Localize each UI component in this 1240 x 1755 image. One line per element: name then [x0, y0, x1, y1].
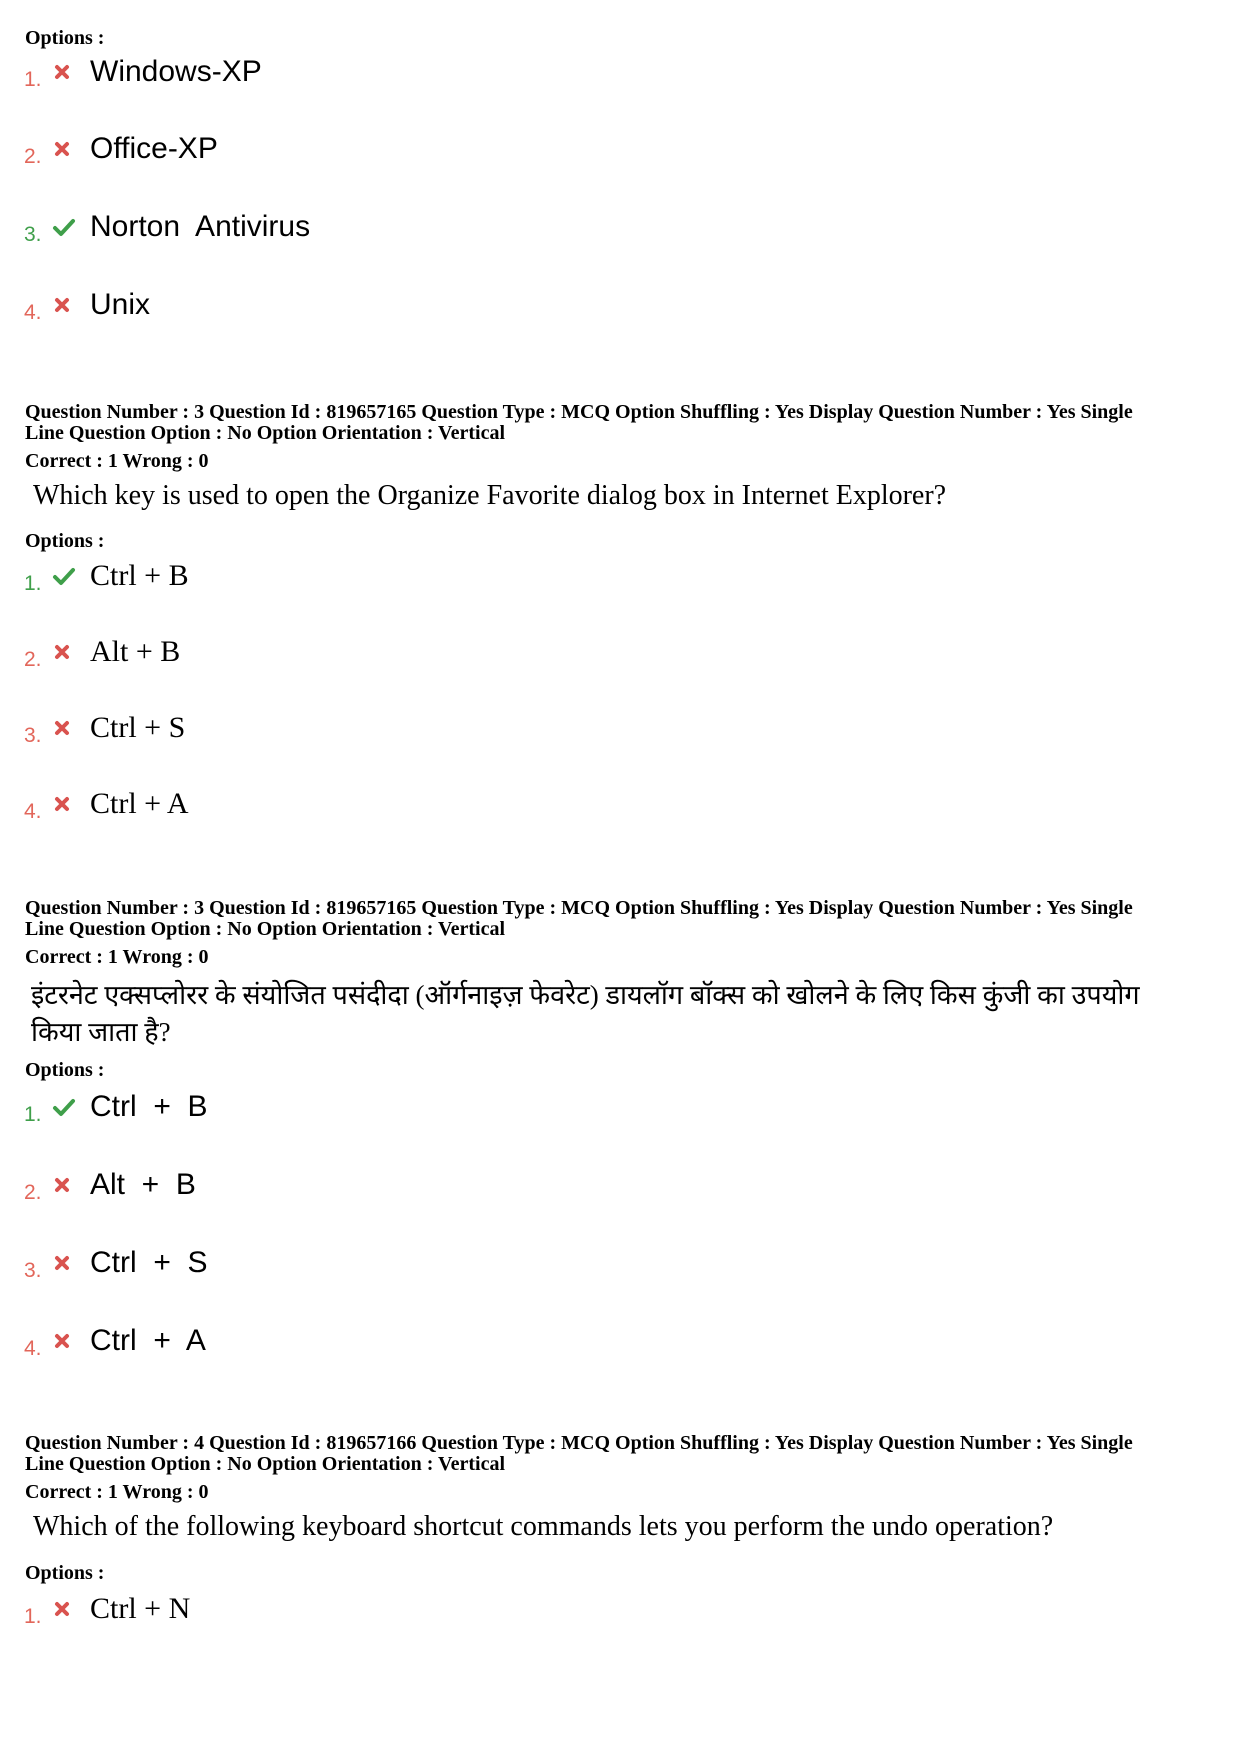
option-number: 1.: [24, 1103, 42, 1126]
wrong-icon: [52, 632, 76, 672]
question-text-line: इंटरनेट एक्सप्लोरर के संयोजित पसंदीदा (ऑर्गनाइज़ फेवरेट) डायलॉग बॉक्स को खोलने के लिए किस कुंजी का उपयोग: [31, 980, 1140, 1010]
option-text: Unix: [90, 288, 151, 321]
options-label: Options :: [25, 530, 105, 552]
wrong-icon: [52, 1165, 76, 1205]
option-text: Ctrl + B: [90, 1090, 208, 1123]
option-text: Norton Antivirus: [90, 210, 311, 243]
option-number: 1.: [24, 68, 42, 91]
wrong-icon: [52, 129, 76, 169]
option-number: 1.: [24, 1605, 42, 1628]
option-text: Ctrl + A: [90, 1324, 206, 1357]
wrong-icon: [52, 1243, 76, 1283]
option-number: 3.: [24, 223, 42, 246]
question-meta-line: Line Question Option : No Option Orientation : Vertical: [25, 1453, 506, 1475]
option-text: Ctrl + S: [90, 711, 186, 744]
check-icon: [52, 207, 76, 247]
option-text: Ctrl + N: [90, 1592, 191, 1625]
question-meta-line: Question Number : 3 Question Id : 819657165 Question Type : MCQ Option Shuffling : Yes Display Question Number : Yes Single: [25, 401, 1133, 423]
options-label: Options :: [25, 1562, 105, 1584]
wrong-icon: [52, 784, 76, 824]
wrong-icon: [52, 1589, 76, 1629]
question-score: Correct : 1 Wrong : 0: [25, 450, 209, 472]
wrong-icon: [52, 285, 76, 325]
question-text: Which of the following keyboard shortcut commands lets you perform the undo operation?: [33, 1511, 1054, 1542]
option-number: 4.: [24, 800, 42, 823]
question-meta-line: Line Question Option : No Option Orientation : Vertical: [25, 422, 506, 444]
question-meta-line: Line Question Option : No Option Orientation : Vertical: [25, 918, 506, 940]
option-number: 4.: [24, 301, 42, 324]
option-text: Ctrl + B: [90, 559, 189, 592]
question-text-line: किया जाता है?: [31, 1017, 171, 1047]
question-meta-line: Question Number : 3 Question Id : 819657165 Question Type : MCQ Option Shuffling : Yes Display Question Number : Yes Single: [25, 897, 1133, 919]
check-icon: [52, 556, 76, 596]
option-text: Alt + B: [90, 1168, 196, 1201]
question-score: Correct : 1 Wrong : 0: [25, 946, 209, 968]
option-text: Alt + B: [90, 635, 181, 668]
wrong-icon: [52, 52, 76, 92]
question-score: Correct : 1 Wrong : 0: [25, 1481, 209, 1503]
question-text: Which key is used to open the Organize Favorite dialog box in Internet Explorer?: [33, 480, 947, 511]
option-number: 2.: [24, 145, 42, 168]
option-number: 2.: [24, 1181, 42, 1204]
wrong-icon: [52, 708, 76, 748]
options-label: Options :: [25, 1059, 105, 1081]
option-text: Windows-XP: [90, 55, 262, 88]
option-number: 2.: [24, 648, 42, 671]
option-text: Ctrl + A: [90, 787, 189, 820]
question-meta-line: Question Number : 4 Question Id : 819657166 Question Type : MCQ Option Shuffling : Yes Display Question Number : Yes Single: [25, 1432, 1133, 1454]
option-number: 3.: [24, 724, 42, 747]
options-label: Options :: [25, 27, 105, 49]
option-text: Office-XP: [90, 132, 218, 165]
option-text: Ctrl + S: [90, 1246, 208, 1279]
option-number: 1.: [24, 572, 42, 595]
option-number: 4.: [24, 1337, 42, 1360]
check-icon: [52, 1087, 76, 1127]
option-number: 3.: [24, 1259, 42, 1282]
wrong-icon: [52, 1321, 76, 1361]
